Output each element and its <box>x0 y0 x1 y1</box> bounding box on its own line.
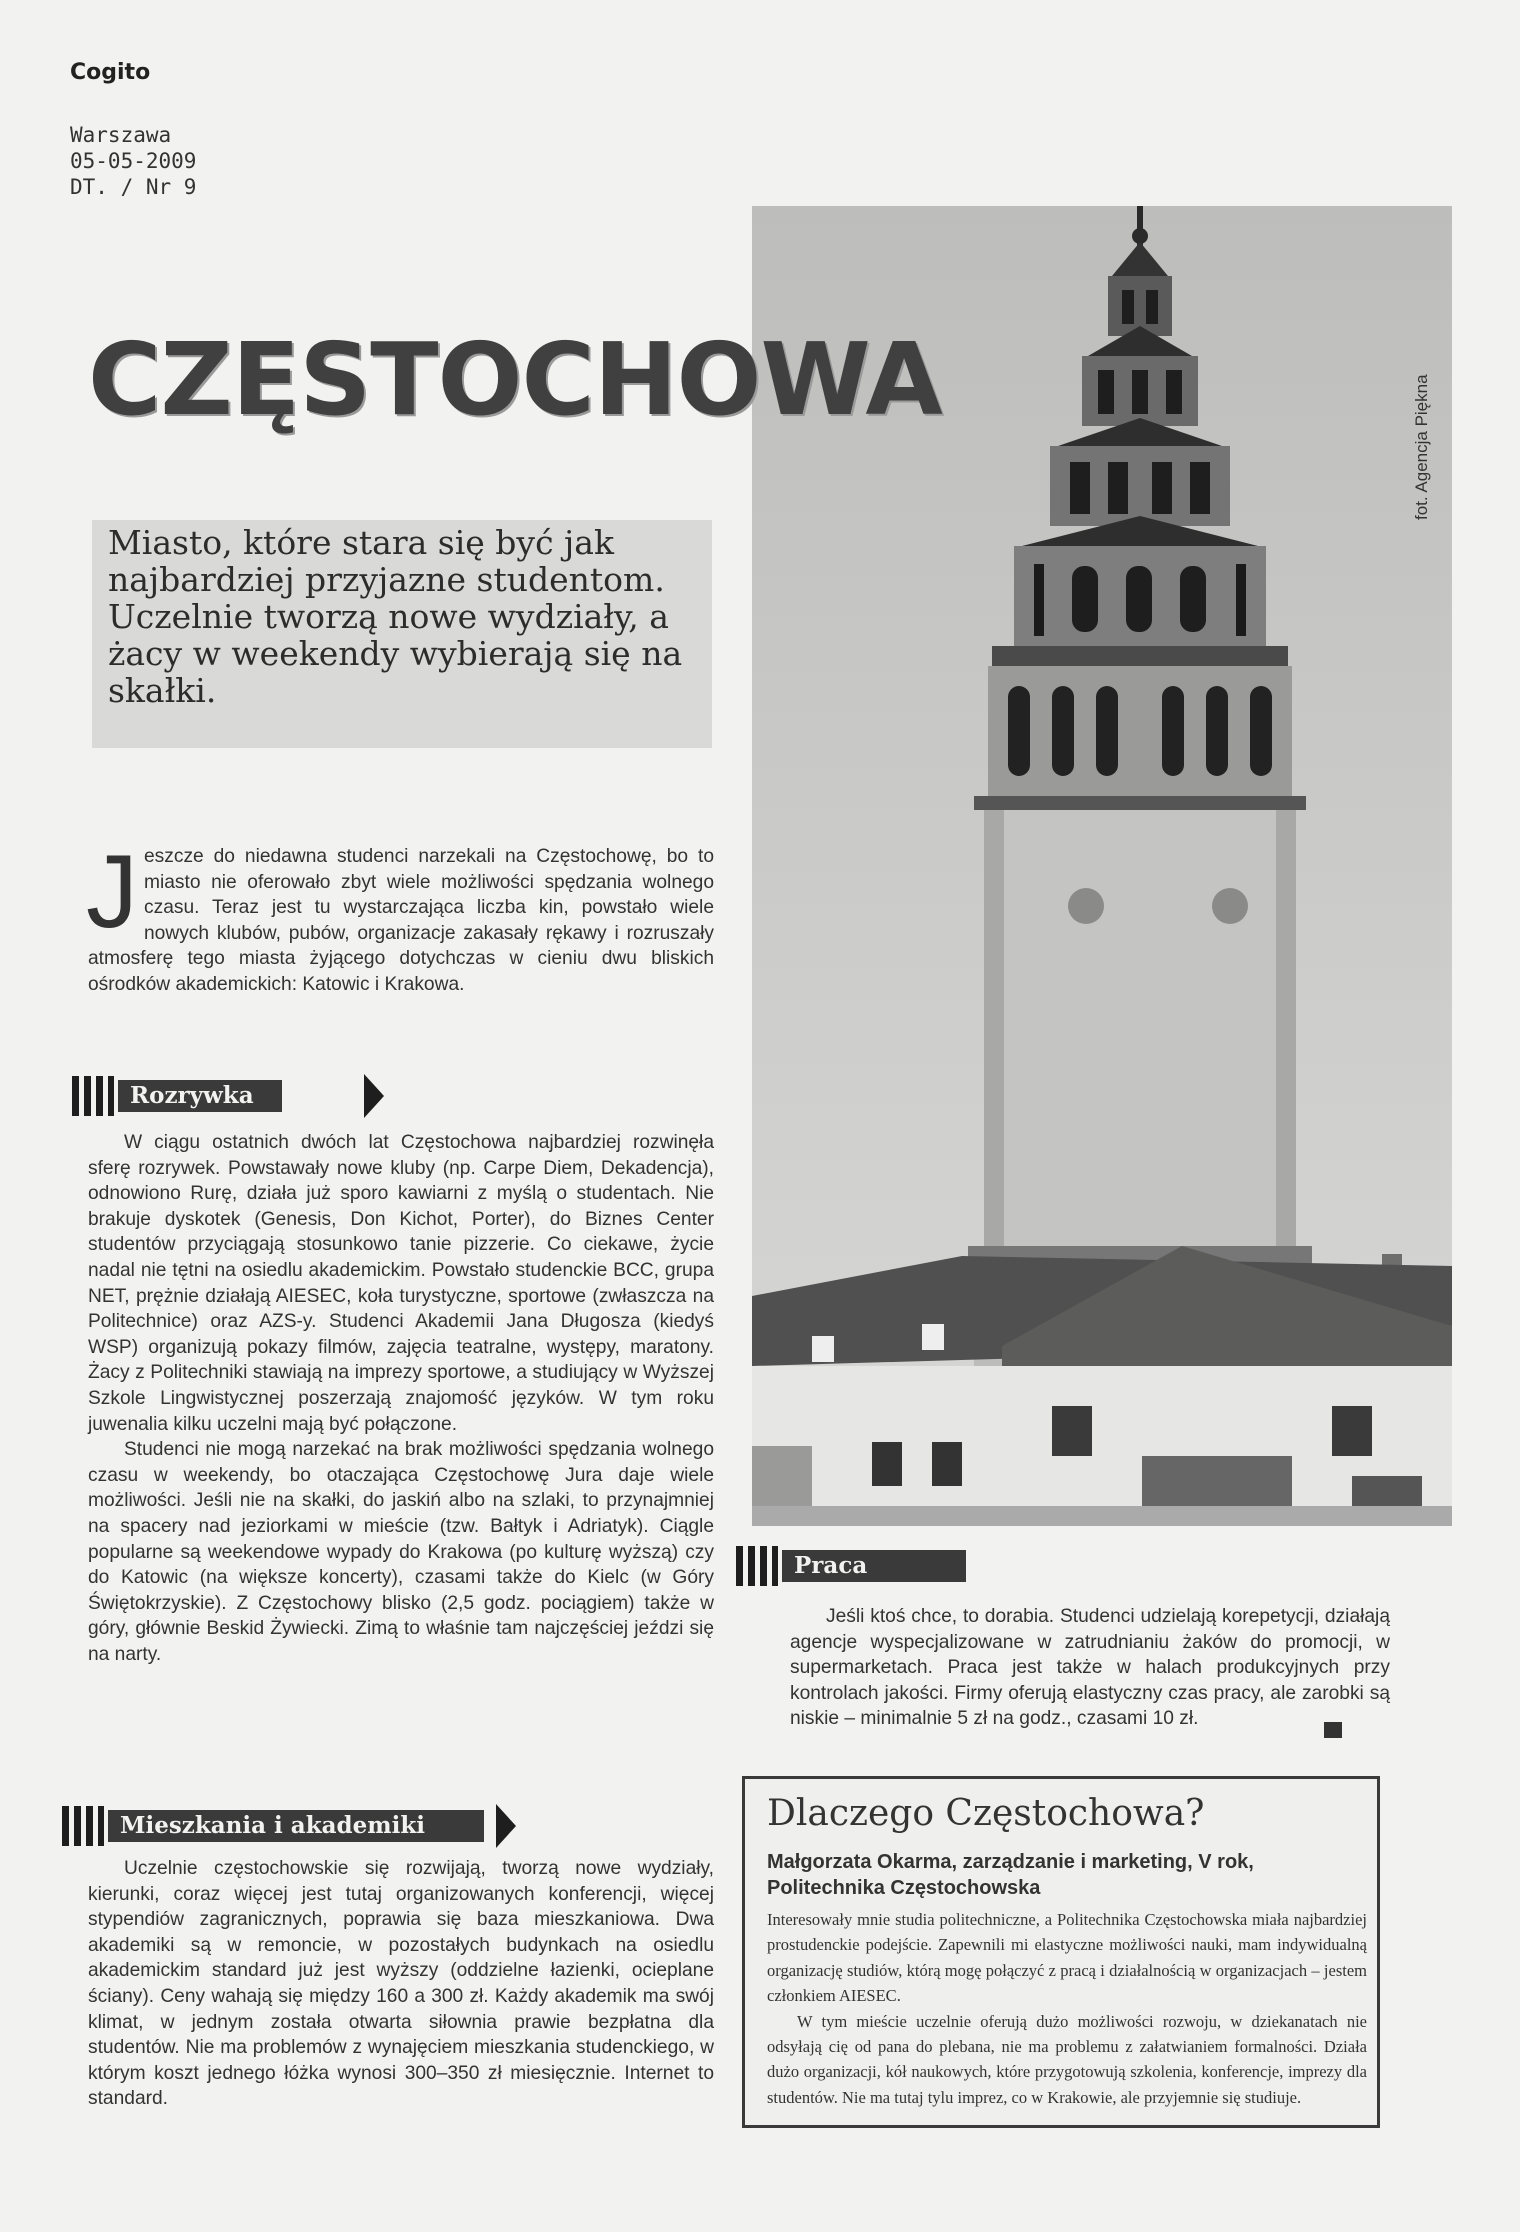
publication-date: 05-05-2009 <box>70 149 197 173</box>
body-paragraph: Studenci nie mogą narzekać na brak możliwości spędzania wolnego czasu w weekendy, bo otaczająca Częstochowę Jura daje wiele możliwości. Jeśli nie na skałki, do jaskiń albo na szlaki, to przynajmniej na spacery nad jeziorkami w mieście (tzw. Bałtyk i Adriatyk). Ciągle popularne są weekendowe wypady do Krakowa (po kulturę wyższą) czy do Katowic (na większe koncerty), czasami także do Kielc (w Góry Świętokrzyskie). Z Częstochowy blisko (2,5 godz. pociągiem) także w góry, głównie Beskid Żywiecki. Zimą to właśnie tam najczęściej jeździ się na narty. <box>88 1439 714 1665</box>
bars-icon <box>736 1546 778 1586</box>
sidebar-paragraph: W tym mieście uczelnie oferują dużo możliwości rozwoju, w dziekanatach nie odsyłają cię od pana do plebana, nie ma problemu z załatwianiem formalności. Działa dużo organizacji, kół naukowych, które przygotowują szkolenia, konferencje, imprezy dla studentów. Nie ma tutaj tylu imprez, co w Krakowie, ale przyjemnie się studiuje. <box>767 2011 1367 2107</box>
section-body-mieszkania <box>88 1856 714 2112</box>
intro-paragraph <box>86 834 714 998</box>
bars-icon <box>62 1806 104 1846</box>
lead-text: Miasto, które stara się być jak najbardziej przyjazne studentom. Uczelnie tworzą nowe wydziały, a żacy w weekendy wybierają się na skałki. <box>108 523 683 710</box>
section-heading-label: Mieszkania i akademiki <box>108 1810 484 1842</box>
section-body-praca <box>790 1604 1390 1732</box>
sidebar-box <box>742 1776 1380 2128</box>
end-square-icon <box>1324 1722 1342 1738</box>
lead-box <box>92 520 712 748</box>
arrow-right-icon <box>496 1804 516 1848</box>
sidebar-title: Dlaczego Częstochowa? <box>767 1793 1205 1834</box>
publication-meta <box>70 122 196 200</box>
sidebar-text <box>767 1907 1367 2110</box>
arrow-right-icon <box>364 1074 384 1118</box>
article-title: CZĘSTOCHOWA <box>88 321 942 438</box>
source-name: Cogito <box>70 60 151 85</box>
sidebar-author: Małgorzata Okarma, zarządzanie i marketing, V rok, Politechnika Częstochowska <box>767 1851 1254 1899</box>
publication-city: Warszawa <box>70 123 172 147</box>
section-heading-label: Praca <box>782 1550 966 1582</box>
body-paragraph: Uczelnie częstochowskie się rozwijają, tworzą nowe wydziały, kierunki, coraz więcej jest tutaj organizowanych konferencji, więcej stypendiów zagranicznych, poprawia się baza mieszkaniowa. Dwa akademiki są w remoncie, w pozostałych budynkach na osiedlu akademickim standard już jest wyższy (oddzielne łazienki, ocieplane ściany). Ceny wahają się między 160 a 300 zł. Każdy akademik ma swój klimat, w jednym została otwarta siłownia prawie bezpłatna dla studentów. Nie ma problemów z wynajęciem mieszkania studenckiego, w którym koszt jednego łóżka wynosi 300–350 zł miesięcznie. Internet to standard. <box>88 1858 714 2110</box>
body-paragraph: Jeśli ktoś chce, to dorabia. Studenci udzielają korepetycji, działają agencje wyspecjalizowane w zatrudnianiu żaków do promocji, w supermarketach. Praca jest także w halach produkcyjnych przy kontrolach jakości. Firmy oferują elastyczny czas pracy, ale zarobki są niskie – minimalnie 5 zł na godz., czasami 10 zł. <box>790 1606 1390 1730</box>
intro-text: eszcze do niedawna studenci narzekali na Częstochowę, bo to miasto nie oferowało zbyt wiele możliwości spędzania wolnego czasu. Teraz jest tu wystarczająca liczba kin, powstało wiele nowych klubów, pubów, organizacje zakasały rękawy i rozruszały atmosferę tego miasta żyjącego dotychczas w cieniu dwu bliskich ośrodków akademickich: Katowic i Krakowa. <box>88 846 714 995</box>
publication-issue: DT. / Nr 9 <box>70 175 197 199</box>
section-heading-label: Rozrywka <box>118 1080 282 1112</box>
sidebar-paragraph: Interesowały mnie studia politechniczne, a Politechnika Częstochowska miała najbardziej prostudenckie podejście. Zapewnili mi elastyczne możliwości nauki, mam indywidualną organizację studiów, którą mogę połączyć z pracą i działalnością w organizacjach – jestem członkiem AIESEC. <box>767 1910 1367 2006</box>
drop-cap: J <box>86 834 138 950</box>
bars-icon <box>72 1076 114 1116</box>
section-body-rozrywka <box>88 1130 714 1667</box>
photo-credit: fot. Agencja Piękna <box>1412 374 1431 520</box>
body-paragraph: W ciągu ostatnich dwóch lat Częstochowa najbardziej rozwinęła sferę rozrywek. Powstawały nowe kluby (np. Carpe Diem, Dekadencja), odnowiono Rurę, działa już sporo kawiarni z myślą o studentach. Nie brakuje dyskotek (Genesis, Don Kichot, Porter), do Biznes Center studentów przyciągają stosunkowo tanie pizzerie. Co ciekawe, życie nadal nie tętni na osiedlu akademickim. Powstało studenckie BCC, grupa NET, prężnie działają AIESEC, koła turystyczne, sportowe (zwłaszcza na Politechnice) oraz AZS-y. Studenci Akademii Jana Długosza (kiedyś WSP) organizują pokazy filmów, zajęcia teatralne, występy, maratony. Żacy z Politechniki stawiają na imprezy sportowe, a studiujący w Wyższej Szkole Lingwistycznej poszerzają znajomość języków. W tym roku juwenalia kilku uczelni mają być połączone. <box>88 1132 714 1435</box>
